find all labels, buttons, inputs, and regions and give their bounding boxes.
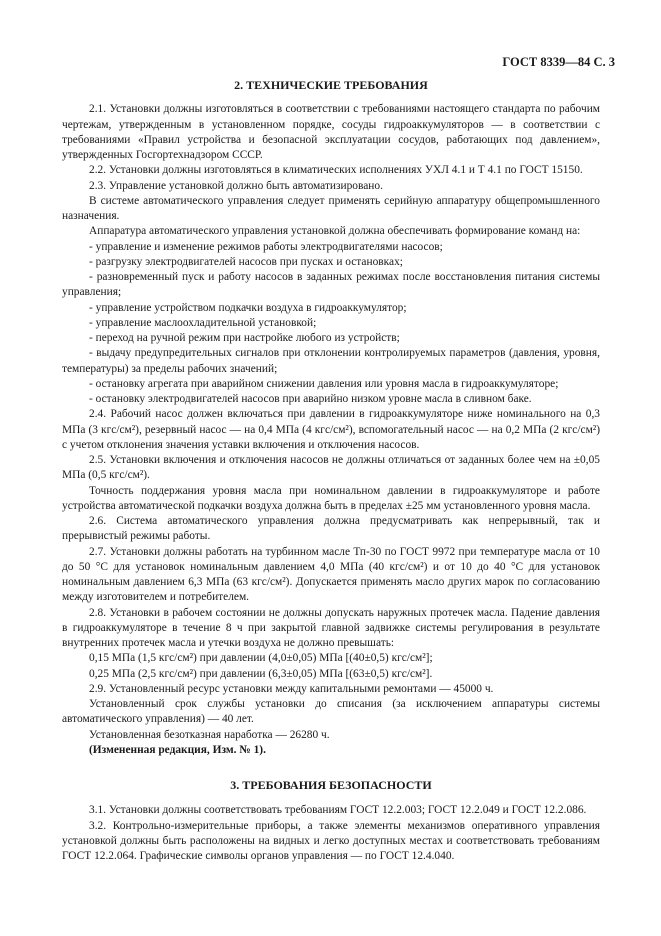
section-2-body [62, 102, 600, 758]
paragraph: Установленная безотказная наработка — 26280 ч. [89, 728, 330, 741]
paragraph: 3.1. Установки должны соответствовать требованиям ГОСТ 12.2.003; ГОСТ 12.2.049 и ГОСТ 12.2.086. [89, 804, 587, 817]
paragraph: 2.3. Управление установкой должно быть автоматизировано. [89, 179, 383, 192]
section-3-body [62, 803, 600, 864]
list-item: - остановку агрегата при аварийном снижении давления или уровня масла в гидроаккумуляторе; [89, 377, 559, 390]
list-item: - остановку электродвигателей насосов при аварийно низком уровне масла в сливном баке. [89, 393, 532, 405]
list-item: - выдачу предупредительных сигналов при отклонении контролируемых параметров (давления, уровня, температуры) за пределы рабочих значений; [62, 347, 600, 375]
document-body [62, 78, 600, 864]
list-item: - управление и изменение режимов работы электродвигателями насосов; [89, 240, 443, 253]
page-header: ГОСТ 8339—84 С. 3 [502, 55, 615, 69]
paragraph: 2.6. Система автоматического управления должна предусматривать как непрерывный, так и прерывистый режимы работы. [62, 515, 600, 543]
paragraph: 0,25 МПа (2,5 кгс/см²) при давлении (6,3±0,05) МПа [(63±0,5) кгс/см²]. [89, 667, 433, 680]
paragraph: 2.9. Установленный ресурс установки между капитальными ремонтами — 45000 ч. [89, 682, 494, 695]
paragraph: 0,15 МПа (1,5 кгс/см²) при давлении (4,0±0,05) МПа [(40±0,5) кгс/см²]; [89, 652, 433, 665]
paragraph: Установленный срок службы установки до списания (за исключением аппаратуры системы автоматического управления) — 40 лет. [62, 698, 600, 726]
section-2-title: 2. ТЕХНИЧЕСКИЕ ТРЕБОВАНИЯ [234, 78, 428, 92]
paragraph: 2.5. Установки включения и отключения насосов не должны отличаться от заданных более чем на ±0,05 МПа (0,5 кгс/см²). [62, 454, 600, 482]
paragraph: 2.7. Установки должны работать на турбинном масле Тп-30 по ГОСТ 9972 при температуре масла от 10 до 50 °С для установок номинальным давлением 4,0 МПа (40 кгс/см²) и от 10 до 40 °С для установок номинальным давлением 6,3 МПа (63 кгс/см²). Допускается применять масло других марок по согласованию между изготовителем и потребителем. [62, 545, 600, 604]
list-item: - разновременный пуск и работу насосов в заданных режимах после восстановления питания системы управления; [62, 271, 600, 299]
paragraph: Точность поддержания уровня масла при номинальном давлении в гидроаккумуляторе и работе устройства автоматической подкачки воздуха должна быть в пределах ±25 мм установленного уровня масла. [62, 484, 600, 512]
section-3-title: 3. ТРЕБОВАНИЯ БЕЗОПАСНОСТИ [230, 778, 432, 792]
paragraph: В системе автоматического управления следует применять серийную аппаратуру общепромышленного назначения. [62, 194, 600, 222]
paragraph: 2.8. Установки в рабочем состоянии не должны допускать наружных протечек масла. Падение давления в гидроаккумуляторе в течение 8 ч при закрытой главной задвижке системы регулирования в результате внутренних протечек масла и утечки воздуха не должно превышать: [62, 606, 600, 649]
paragraph: 2.2. Установки должны изготовляться в климатических исполнениях УХЛ 4.1 и Т 4.1 по ГОСТ 15150. [89, 164, 583, 177]
paragraph: 2.1. Установки должны изготовляться в соответствии с требованиями настоящего стандарта по рабочим чертежам, утвержденным в установленном порядке, сосуды гидроаккумуляторов — в соответствии с требованиями «Правил устройства и безопасной эксплуатации сосудов, работающих под давлением», утвержденных Госгортехнадзором СССР. [62, 103, 600, 161]
amendment-note: (Измененная редакция, Изм. № 1). [89, 743, 266, 756]
list-item: - управление маслоохладительной установкой; [89, 316, 317, 329]
paragraph: Аппаратура автоматического управления установкой должна обеспечивать формирование команд на: [89, 225, 581, 238]
paragraph: 3.2. Контрольно-измерительные приборы, а также элементы механизмов оперативного управления установкой должны быть расположены на видных и легко доступных местах и соответствовать требованиям ГОСТ 12.2.064. Графические символы органов управления — по ГОСТ 12.4.040. [62, 819, 600, 862]
paragraph: 2.4. Рабочий насос должен включаться при давлении в гидроаккумуляторе ниже номинального на 0,3 МПа (3 кгс/см²), резервный насос — на 0,4 МПа (4 кгс/см²), вспомогательный насос — на 0,2 МПа (2 кгс/см²) с учетом отклонения значения уставки включения и отключения насосов. [62, 408, 600, 451]
list-item: - переход на ручной режим при настройке любого из устройств; [89, 332, 400, 344]
list-item: - управление устройством подкачки воздуха в гидроаккумулятор; [89, 301, 407, 314]
list-item: - разгрузку электродвигателей насосов при пусках и остановках; [89, 255, 403, 268]
